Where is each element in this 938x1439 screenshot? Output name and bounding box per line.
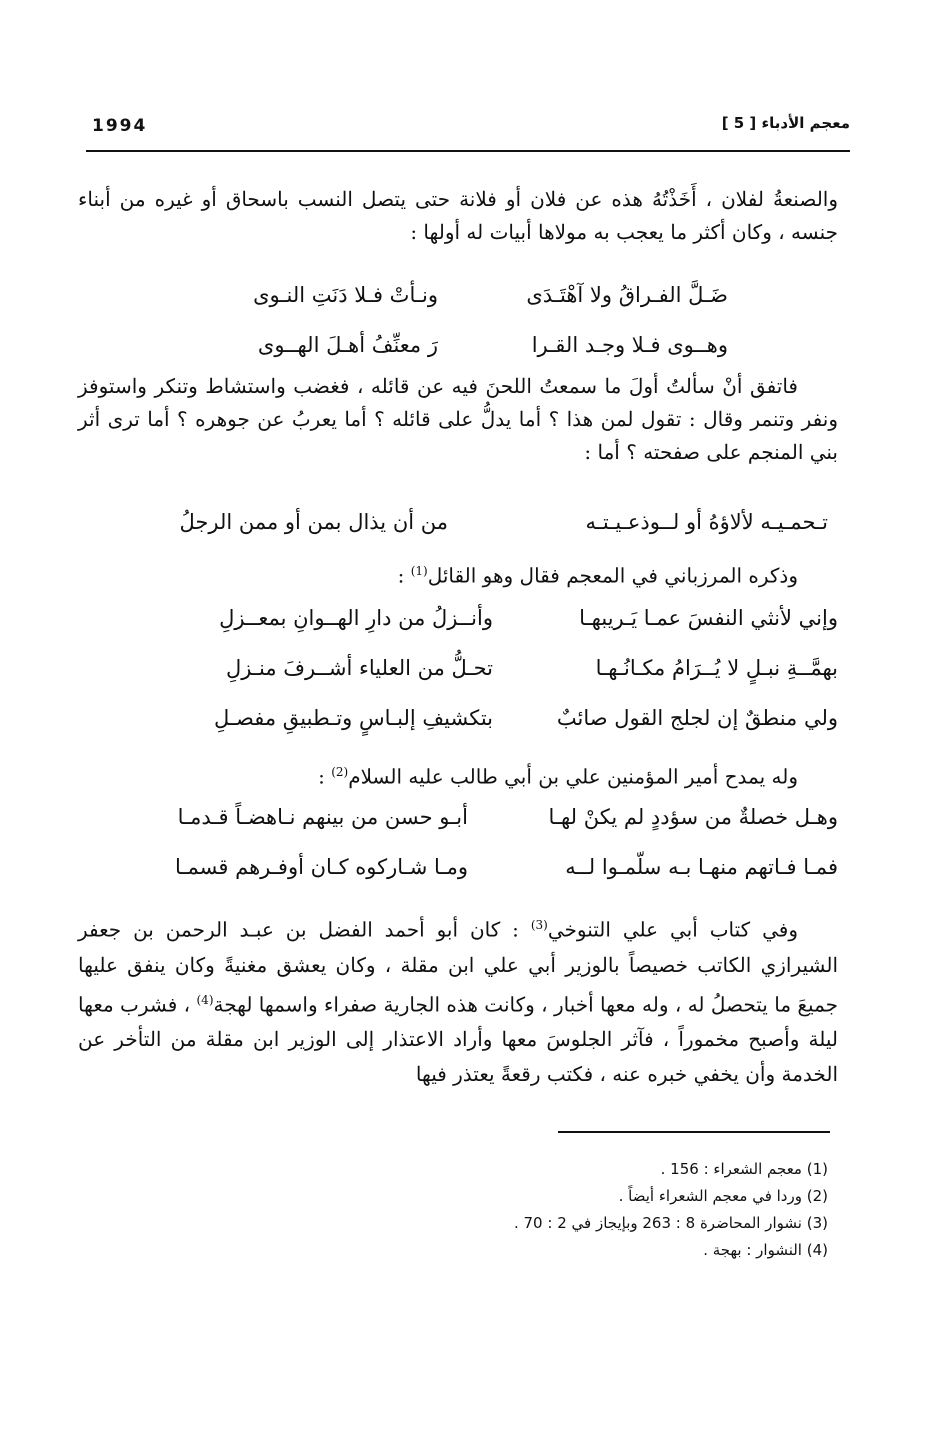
verse-hemistich-first: وهـل خصلةٌ من سؤددٍ لم يكنْ لهـا (548, 805, 838, 829)
verse-hemistich-second: من أن يذال بمن أو ممن الرجلُ (179, 510, 448, 534)
verse-hemistich-first: بهمَّــةِ نبـلٍ لا يُــرَامُ مكـانُـهـا (595, 656, 838, 680)
verse-line (90, 283, 838, 333)
footnote-ref-1: (1) (410, 564, 428, 578)
footnote-item: (4) النشوار : بهجة . (703, 1241, 828, 1259)
verse-hemistich-first: تـحمـيـه لألاؤهُ أو لــوذعـيـتـه (585, 510, 828, 534)
verse-hemistich-second: ومـا شـاركوه كـان أوفـرهم قسمـا (174, 855, 468, 879)
running-title: معجم الأدباء [ 5 ] (721, 114, 850, 132)
verse-hemistich-first: فمـا فـاتهم منهـا بـه سلّمـوا لــه (565, 855, 838, 879)
footnote-item: (3) نشوار المحاضرة 8 : 263 وبإيجاز في 2 : 70 . (513, 1214, 828, 1232)
page-header (86, 112, 850, 152)
paragraph-4-text (78, 756, 838, 794)
verse-hemistich-first: ولي منطقٌ إن لجلج القول صائبٌ (556, 706, 838, 730)
verse-block-4 (90, 805, 838, 905)
verse-hemistich-first: ضَـلَّ الفـراقُ ولا آهْتَـدَى (526, 283, 728, 307)
paragraph-4 (78, 756, 838, 794)
paragraph-5-mid: : كان أبو أحمد الفضل بن عبـد الرحمن بن جعفر الشيرازي الكاتب خصيصاً بالوزير أبي علي ابن مقلة ، وكان يعشق مغنيةً وكان ينفق عليها جميعَ ما يتحصلُ له ، وله معها أخبار ، وكانت هذه الجارية صفراء واسمها لهجة (78, 917, 839, 1017)
footnotes (514, 1156, 828, 1264)
verse-hemistich-first: وهــوى فـلا وجـد القـرا (531, 333, 728, 357)
footnote-item: (1) معجم الشعراء : 156 . (660, 1160, 828, 1178)
paragraph-1 (78, 183, 838, 249)
footnote-ref-2: (2) (331, 765, 349, 779)
verse-line (90, 606, 838, 656)
verse-hemistich-second: وأنــزلُ من دارِ الهــوانِ بمعــزلِ (219, 606, 493, 630)
paragraph-2-text: فاتفق أنْ سألتُ أولَ ما سمعتُ اللحنَ فيه عن قائله ، فغضب واستشاط وتنكر واستوفز ونفر وتنمر وقال : تقول لمن هذا ؟ أما يدلُّ على قائله ؟ أما يعربُ عن جوهره ؟ أما ترى أثر بني المنجم على صفحته ؟ أما : (78, 374, 838, 464)
footnote-ref-4: (4) (196, 992, 214, 1007)
verse-line (90, 706, 838, 756)
footnote-ref-3: (3) (530, 918, 548, 932)
verse-hemistich-first: وإني لأنثي النفسَ عمـا يَـريبهـا (579, 606, 838, 630)
verse-block-2 (90, 510, 838, 560)
verse-hemistich-second: أبـو حسن من بينهم نـاهضـاً قـدمـا (177, 805, 468, 829)
verse-hemistich-second: تحـلُّ من العلياء أشــرفَ منـزلِ (226, 656, 493, 680)
verse-hemistich-second: بتكشيفِ إلبـاسٍ وتـطبيقِ مفصـلِ (213, 706, 493, 730)
paragraph-3 (78, 555, 838, 593)
paragraph-5-end: ، فشرب معها ليلة وأصبح مخموراً ، فآثر الجلوسَ معها وأراد الاعتذار إلى الوزير ابن مقلة من التأخر عن الخدمة وأن يخفي خبره عنه ، فكتب رقعةً يعتذر فيها (78, 992, 838, 1087)
paragraph-5 (78, 908, 838, 1092)
paragraph-2 (78, 370, 838, 469)
verse-line (90, 656, 838, 706)
paragraph-5-start: وفي كتاب أبي علي التنوخي (547, 917, 799, 942)
paragraph-3-body: وذكره المرزباني في المعجم فقال وهو القائل (427, 563, 798, 588)
verse-block-3 (90, 606, 838, 756)
footnote-divider (558, 1131, 830, 1133)
paragraph-3-text (78, 555, 838, 593)
verse-hemistich-second: رَ معنِّفُ أهـلَ الهــوى (257, 333, 438, 357)
paragraph-5-text (78, 908, 838, 1092)
page-number: 1994 (92, 116, 148, 136)
paragraph-4-body: وله يمدح أمير المؤمنين علي بن أبي طالب عليه السلام (348, 764, 798, 789)
verse-line (90, 510, 838, 560)
paragraph-4-end: : (318, 764, 332, 789)
paragraph-3-end: : (397, 563, 411, 588)
verse-line (90, 855, 838, 905)
verse-hemistich-second: ونـأتْ فـلا دَنَتِ النـوى (253, 283, 438, 307)
paragraph-1-text: والصنعةُ لفلان ، أَخَذْتُهُ هذه عن فلان أو فلانة حتى يتصل النسب باسحاق أو غيره من أبناء جنسه ، وكان أكثر ما يعجب به مولاها أبيات له أولها : (78, 187, 838, 244)
footnote-item: (2) وردا في معجم الشعراء أيضاً . (618, 1187, 828, 1205)
verse-block-1 (90, 283, 838, 383)
verse-line (90, 805, 838, 855)
